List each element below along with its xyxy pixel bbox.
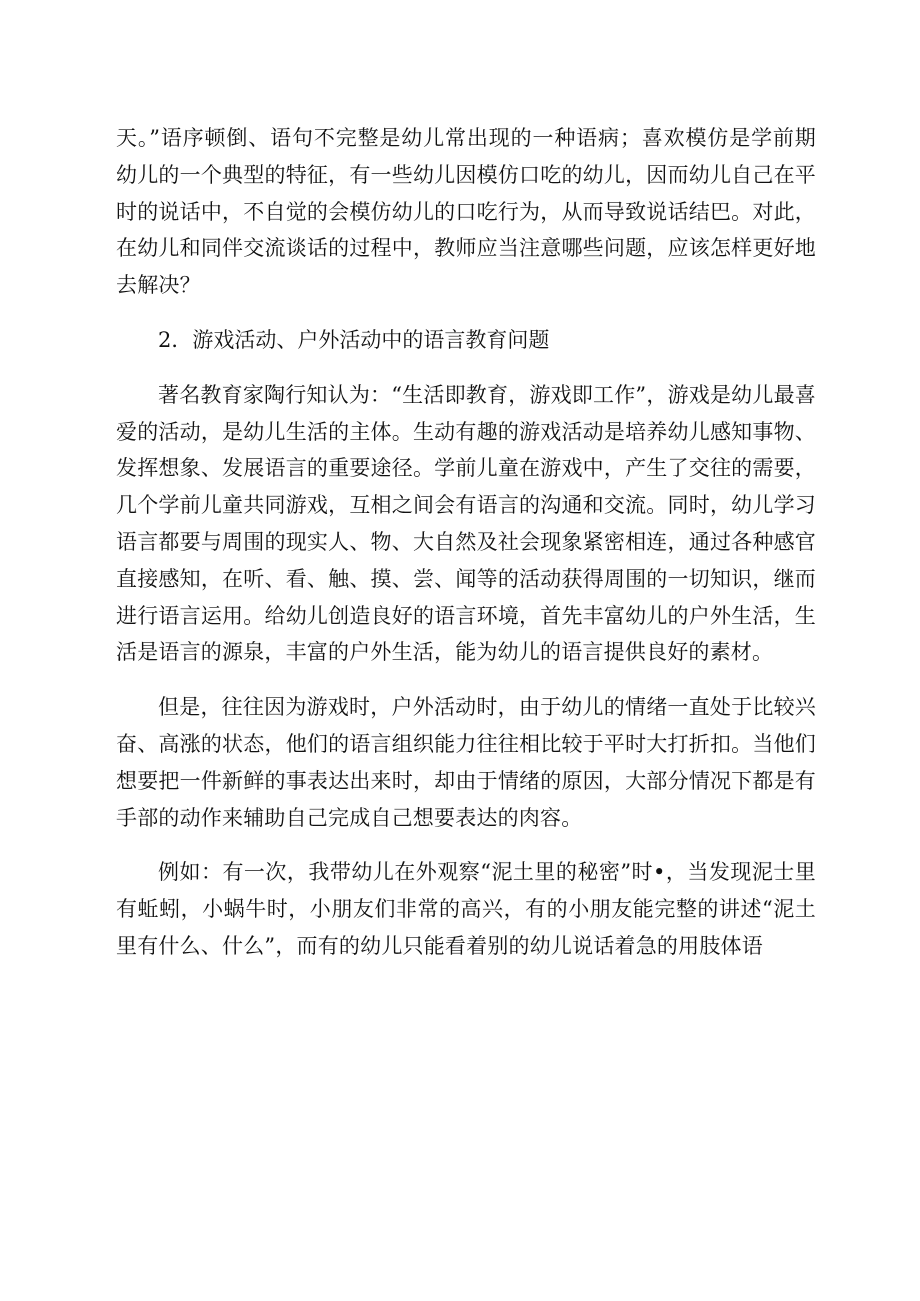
paragraph-example: 例如：有一次，我带幼儿在外观察“泥土里的秘密”时•，当发现泥士里有蚯蚓，小蜗牛时，小朋友们非常的高兴，有的小朋友能完整的讲述“泥土里有什么、什么”，而有的幼儿只能看着别的幼儿说话着急的用肢体语	[116, 860, 816, 958]
paragraph-emotion: 但是，往往因为游戏时，户外活动时，由于幼儿的情绪一直处于比较兴奋、高涨的状态，他们的语言组织能力往往相比较于平时大打折扣。当他们想要把一件新鲜的事表达出来时，却由于情绪的原因，大部分情况下都是有手部的动作来辅助自己完成自己想要表达的肉容。	[116, 695, 816, 830]
document-body	[116, 120, 816, 965]
paragraph-tao-xingzhi: 著名教育家陶行知认为：“生活即教育，游戏即工作”，游戏是幼儿最喜爱的活动，是幼儿生活的主体。生动有趣的游戏活动是培养幼儿感知事物、发挥想象、发展语言的重要途径。学前儿童在游戏中，产生了交往的需要，几个学前儿童共同游戏，互相之间会有语言的沟通和交流。同时，幼儿学习语言都要与周围的现实人、物、大自然及社会现象紧密相连，通过各种感官直接感知，在听、看、触、摸、尝、闻等的活动获得周围的一切知识，继而进行语言运用。给幼儿创造良好的语言环境，首先丰富幼儿的户外生活，生活是语言的源泉，丰富的户外生活，能为幼儿的语言提供良好的素材。	[116, 382, 816, 665]
section-heading: 2．游戏活动、户外活动中的语言教育问题	[158, 327, 550, 352]
paragraph-continuation: 天。”语序顿倒、语句不完整是幼儿常出现的一种语病；喜欢模仿是学前期幼儿的一个典型的特征，有一些幼儿因模仿口吃的幼儿，因而幼儿自己在平时的说话中，不自觉的会模仿幼儿的口吃行为，从而导致说话结巴。对此，在幼儿和同伴交流谈话的过程中，教师应当注意哪些问题，应该怎样更好地去解决？	[116, 126, 816, 298]
